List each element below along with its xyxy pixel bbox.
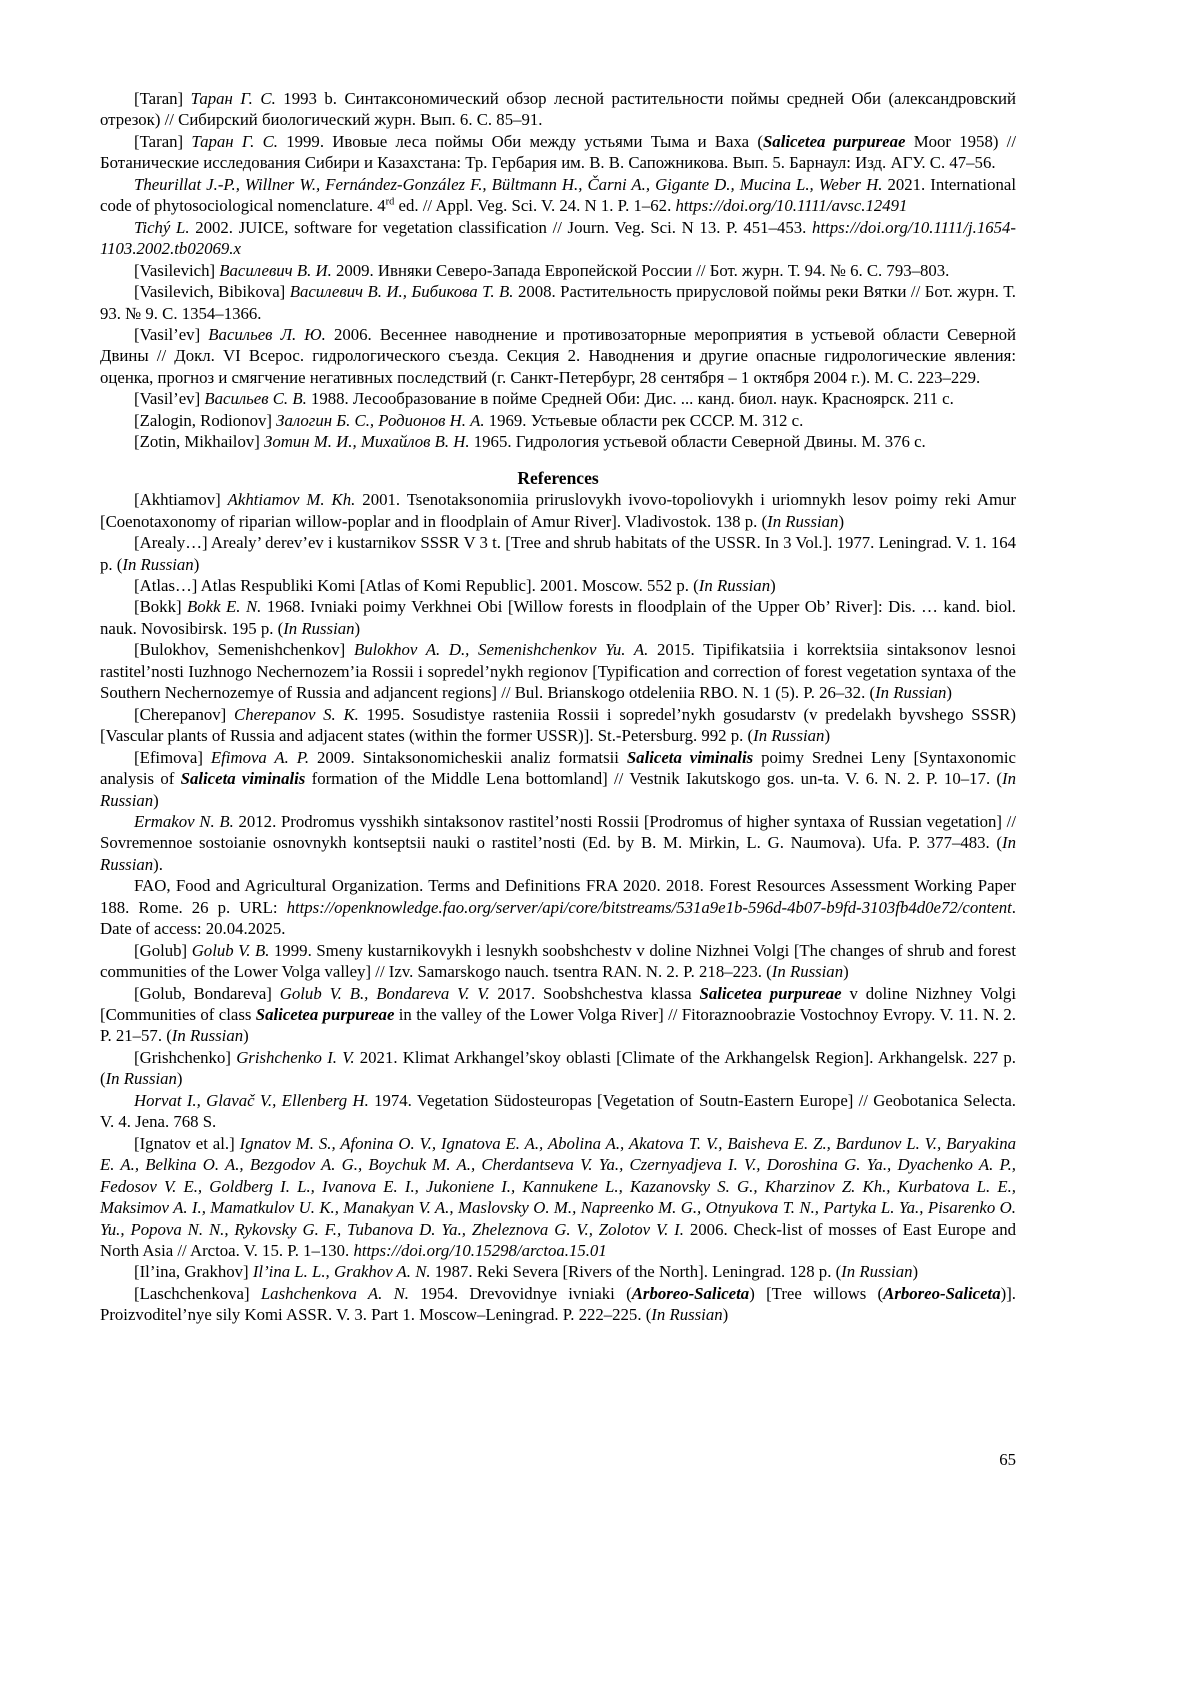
reference-entry [100,811,1016,875]
text-run: In Russian [753,726,825,746]
text-run: Залогин Б. С., Родионов Н. А. [276,410,485,430]
reference-entry [100,131,1016,174]
text-run: Bokk E. N. [187,597,262,617]
text-run: Il’ina L. L., Grakhov A. N. [252,1262,431,1282]
text-run: [Golub, Bondareva] [134,983,280,1003]
text-run: Lashchenkova A. N. [260,1283,409,1303]
text-run: rd [385,196,395,208]
text-run: 1988. Лесообразование в пойме Средней Оби: Дис. ... канд. биол. наук. Красноярск. 211 с. [306,389,954,409]
reference-entry [100,410,1016,431]
text-run: [Taran] [134,89,191,108]
reference-entry [100,704,1016,747]
text-run: [Ignatov et al.] [134,1133,240,1153]
text-run: Васильев С. В. [204,389,307,409]
reference-entry [100,1047,1016,1090]
text-run: 1993 b. Синтаксономический обзор лесной растительности поймы средней Оби (александровский отрезок) // Сибирский биологический журн. Вып. 6. С. 85–91. [100,89,1016,130]
reference-entry [100,575,1016,596]
text-run: Grishchenko I. V. [236,1047,355,1067]
text-run: ) [153,790,159,810]
text-run: ) [838,511,845,531]
text-run: In Russian [771,962,844,982]
text-run: 1969. Устьевые области рек СССР. М. 312 с. [484,410,804,430]
text-run: ) [243,1026,249,1046]
reference-entry [100,324,1016,388]
text-run: [Akhtiamov] [134,490,228,510]
references-text-block [100,88,1016,1326]
text-run: 2008. Растительность прирусловой поймы реки Вятки // Бот. журн. Т. 93. № 9. С. 1354–1366. [100,282,1016,323]
text-run: Salicetea purpureae [255,1005,395,1025]
text-run: [Golub] [134,940,192,960]
text-run: Saliceta viminalis [626,747,754,767]
text-run: In Russian [105,1069,177,1089]
text-run: In Russian [651,1305,723,1325]
text-run: Golub V. B. [191,940,270,960]
text-run: ed. // Appl. Veg. Sci. V. 24. N 1. P. 1–62. [394,196,676,216]
text-run: [Atlas…] Atlas Respubliki Komi [Atlas of Komi Republic]. 2001. Moscow. 552 p. ( [134,575,699,595]
text-run: [Vasilevich, Bibikova] [134,282,290,302]
text-run: Arboreo-Saliceta [631,1283,750,1303]
text-run: In Russian [698,575,771,595]
text-run: In Russian [841,1262,913,1282]
page-number: 65 [999,1450,1016,1469]
reference-link[interactable]: https://openknowledge.fao.org/server/api/core/bitstreams/531a9e1b-596d-4b07-b9fd-3103fb4d0e72/content [286,897,1012,917]
references-section-russian [100,88,1016,453]
text-run: Salicetea purpureae [699,983,842,1003]
text-run: Таран Г. С. [191,131,278,151]
text-run: [Laschchenkova] [134,1283,261,1303]
text-run: Ermakov N. B. [134,811,234,831]
text-run: Horvat I., Glavač V., Ellenberg H. [134,1090,369,1110]
text-run: 1965. Гидрология устьевой области Северной Двины. М. 376 с. [469,432,926,452]
reference-entry [100,1261,1016,1282]
text-run: ) [193,554,200,574]
reference-entry [100,260,1016,281]
text-run: Василевич В. И. [219,260,332,280]
text-run: poimy Srednei Leny [Syntaxonomic analysis of [100,747,1016,789]
text-run: 1999. Smeny kustarnikovykh i lesnykh soobshchestv v doline Nizhnei Volgi [The changes of shrub and forest communities of the Lower Volga valley] // Izv. Samarskogo nauch. tsentra RAN. N. 2. P. 218–223. ( [100,940,1017,982]
text-run: [Il’ina, Grakhov] [134,1262,253,1282]
reference-entry [100,388,1016,409]
text-run: 2015. Tipifikatsiia i korrektsiia sintaksonov lesnoi rastitel’nosti Iuzhnogo Nechernozem’ia Rossii i sopredel’nykh regionov [Typification and correction of forest vegetation syntaxa of the Southern Nechernozemye of Russia and adjancent regions] // Bul. Brianskogo otdeleniia RBO. N. 1 (5). P. 26–32. ( [100,640,1016,703]
reference-entry [100,489,1016,532]
reference-entry [100,281,1016,324]
text-run: [Taran] [134,131,192,151]
text-run: ) [176,1069,183,1089]
text-run: formation of the Middle Lena bottomland] // Vestnik Iakutskogo gos. un-ta. V. 6. N. 2. P. 10–17. ( [305,769,1003,789]
reference-entry [100,940,1016,983]
reference-entry [100,1090,1016,1133]
text-run: Васильев Л. Ю. [208,324,326,344]
text-run: Зотин М. И., Михайлов В. Н. [264,432,470,452]
text-run: ) [912,1262,919,1282]
text-run: 2009. Sintaksonomicheskii analiz formatsii [309,747,627,767]
text-run: 2017. Soobshchestva klassa [489,983,700,1003]
text-run: [Efimova] [134,747,211,767]
text-run: 2012. Prodromus vysshikh sintaksonov rastitel’nosti Rossii [Prodromus of higher syntaxa of Russian vegetation] // Sovremennoe sostoianie osnovnykh kontseptsii nauki o rastitel’nosti (Ed. by B. M. Mirkin, L. G. Naumova). Ufa. P. 377–483. ( [100,811,1016,853]
text-run: [Vasilevich] [134,260,220,280]
reference-entry [100,1283,1016,1326]
text-run: Moor 1958) // Ботанические исследования Сибири и Казахстана: Тр. Гербария им. В. В. Сапожникова. Вып. 5. Барнаул: Изд. АГУ. С. 47–56. [100,131,1017,173]
text-run: [Bulokhov, Semenishchenkov] [134,640,354,660]
text-run: 2021. Klimat Arkhangel’skoy oblasti [Climate of the Arkhangelsk Region]. Arkhangelsk. 227 p. ( [100,1047,1016,1089]
text-run: [Vasil’ev] [134,324,209,344]
text-run: Bulokhov A. D., Semenishchenkov Yu. A. [353,640,649,660]
text-run: [Bokk] [134,597,188,617]
text-run: 1987. Reki Severa [Rivers of the North]. Leningrad. 128 p. ( [430,1262,842,1282]
text-run: )]. Proizvoditel’nye sily Komi ASSR. V. 3. Part 1. Moscow–Leningrad. P. 222–225. ( [100,1283,1016,1325]
text-run: Theurillat J.-P., Willner W., Fernández-González F., Bültmann H., Čarni A., Gigante D., Mucina L., Weber H. [134,174,883,194]
text-run: ) [Tree willows ( [749,1283,884,1303]
text-run: [Vasil’ev] [134,389,205,409]
text-run: 2006. Check-list of mosses of East Europe and North Asia // Arctoa. V. 15. P. 1–130. [100,1219,1016,1261]
reference-entry [100,875,1016,939]
text-run: 1999. Ивовые леса поймы Оби между устьями Тыма и Ваха ( [278,131,763,151]
text-run: 2001. Tsenotaksonomiia priruslovykh ivovo-topoliovykh i uriomnykh lesov poimy reki Amur [Coenotaxonomy of riparian willow-poplar and in floodplain of Amur River]. Vladivostok. 138 p. ( [100,490,1016,531]
text-run: ) [843,962,849,982]
text-run: Василевич В. И., Бибикова Т. В. [289,282,514,302]
text-run: 2021. International code of phytosociological nomenclature. 4 [100,174,1016,216]
text-run: 2002. JUICE, software for vegetation classification // Journ. Veg. Sci. N 13. P. 451–453. [189,217,812,237]
text-run: 1968. Ivniaki poimy Verkhnei Obi [Willow forests in floodplain of the Upper Ob’ River]: Dis. … kand. biol. nauk. Novosibirsk. 195 p. ( [100,597,1016,638]
text-run: FAO, Food and Agricultural Organization. Terms and Definitions FRA 2020. 2018. Forest Resources Assessment Working Paper 188. Rome. 26 p. URL: [100,876,1016,917]
text-run: In Russian [100,769,1017,810]
reference-entry [100,174,1016,217]
text-run: 2009. Ивняки Северо-Запада Европейской России // Бот. журн. Т. 94. № 6. С. 793–803. [331,260,950,280]
text-run: . Date of access: 20.04.2025. [100,897,1016,939]
text-run: [Cherepanov] [134,704,235,724]
text-run: In Russian [122,554,194,574]
reference-entry [100,431,1016,452]
text-run: ) [824,726,831,746]
text-run: 2006. Весеннее наводнение и противозаторные мероприятия в устьевой области Северной Двины // Докл. VI Всерос. гидрологического съезда. Секция 2. Наводнения и другие опасные гидрологические явления: оценка, прогноз и смягчение негативных последствий (г. Санкт-Петербург, 28 сентября – 1 октября 2004 г.). М. С. 223–229. [100,324,1016,387]
text-run: In Russian [171,1026,244,1046]
reference-entry [100,532,1016,575]
text-run: 1995. Sosudistye rasteniia Rossii i sopredel’nykh gosudarstv (v predelakh byvshego SSSR) [Vascular plants of Russia and adjacent states (within the former USSR)]. St.-Petersburg. 992 p. ( [100,704,1017,746]
text-run: v doline Nizhney Volgi [Communities of class [100,983,1016,1025]
text-run: [Zotin, Mikhailov] [134,432,265,452]
text-run: 1954. Drevovidnye ivniaki ( [408,1283,632,1303]
text-run: 1974. Vegetation Südosteuropas [Vegetation of Soutn-Eastern Europe] // Geobotanica Selecta. V. 4. Jena. 768 S. [100,1090,1016,1132]
reference-entry [100,88,1016,131]
text-run: Golub V. B., Bondareva V. V. [279,983,490,1003]
text-run: Ignatov M. S., Afonina O. V., Ignatova E. A., Abolina A., Akatova T. V., Baisheva E. Z., Bardunov L. V., Baryakina E. A., Belkina O. A., Bezgodov A. G., Boychuk M. A., Cherdantseva V. Ya., Czernyadjeva I. V., Doroshina G. Ya., Dyachenko A. P., Fedosov V. E., Goldberg I. L., Ivanova E. I., Jukoniene I., Kannukene L., Kazanovsky S. G., Kharzinov Z. Kh., Kurbatova L. E., Maksimov A. I., Mamatkulov U. K., Manakyan V. A., Maslovsky O. M., Napreenko M. G., Otnyukova T. N., Partyka L. Ya., Pisarenko O. Yu., Popova N. N., Rykovsky G. F., Tubanova D. Ya., Zheleznova G. V., Zolotov V. I. [100,1133,1016,1239]
references-section-transliterated [100,489,1016,1326]
text-run: In Russian [875,683,947,703]
text-run: Arboreo-Saliceta [883,1283,1001,1303]
text-run: ) [354,618,361,638]
text-run: in the valley of the Lower Volga River] // Fitoraznoobrazie Vostochnoy Evropy. V. 11. N. 2. P. 21–57. ( [100,1005,1016,1046]
text-run: Saliceta viminalis [180,769,306,789]
reference-entry [100,639,1016,703]
text-run: In Russian [283,618,355,638]
reference-link[interactable]: https://doi.org/10.1111/avsc.12491 [675,196,908,216]
text-run: Таран Г. С. [190,89,276,108]
text-run: ). [153,854,163,874]
reference-link[interactable]: https://doi.org/10.15298/arctoa.15.01 [353,1241,607,1261]
references-heading: References [517,467,599,488]
text-run: ) [946,683,952,703]
text-run: ) [770,575,776,595]
text-run: Akhtiamov M. Kh. [227,490,356,510]
text-run: [Arealy…] Arealy’ derev’ev i kustarnikov SSSR V 3 t. [Tree and shrub habitats of the USSR. In 3 Vol.]. 1977. Leningrad. V. 1. 164 p. ( [100,533,1016,574]
text-run: [Grishchenko] [134,1047,237,1067]
reference-entry [100,747,1016,811]
reference-entry [100,1133,1016,1262]
reference-entry [100,217,1016,260]
text-run: In Russian [767,511,839,531]
text-run: ) [722,1305,729,1325]
reference-entry [100,596,1016,639]
text-run: In Russian [100,833,1016,874]
reference-entry [100,983,1016,1047]
text-run: Salicetea purpureae [762,131,906,151]
reference-link[interactable]: https://doi.org/10.1111/j.1654-1103.2002.tb02069.x [100,217,1016,259]
text-run: Cherepanov S. K. [234,704,359,724]
text-run: [Zalogin, Rodionov] [134,410,277,430]
text-run: Efimova A. P. [210,747,310,767]
text-run: Tichý L. [134,217,190,237]
